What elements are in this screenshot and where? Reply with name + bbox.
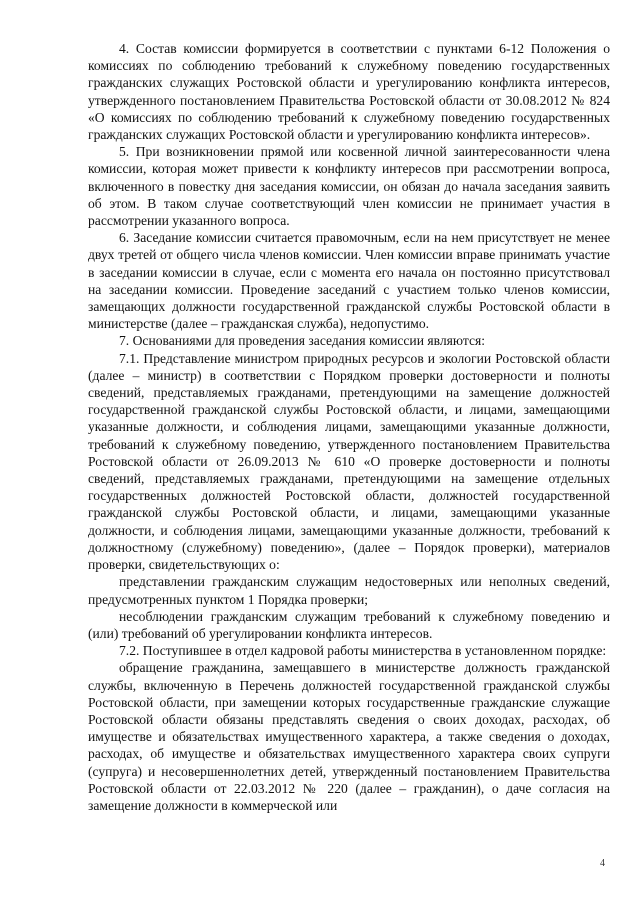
paragraph-7-grounds: 7. Основаниями для проведения заседания комиссии являются: — [119, 333, 486, 349]
paragraph-7-2-received: 7.2. Поступившее в отдел кадровой работы министерства в установленном порядке: — [119, 643, 607, 659]
paragraph-6-quorum: 6. Заседание комиссии считается правомочным, если на нем присутствует не менее двух третей от общего числа членов комиссии. Член комиссии вправе принимать участие в заседании комиссии в случае, если с момента его начала он постоянно присутствовал на заседании комиссии. Проведение заседаний с участием только членов комиссии, замещающих должности государственной гражданской службы Ростовской области в министерстве (далее – гражданская служба), недопустимо. — [88, 230, 610, 332]
page-number: 4 — [600, 858, 605, 869]
paragraph-7-1-item-non-compliance: несоблюдении гражданским служащим требований к служебному поведению и (или) требований об урегулировании конфликта интересов. — [88, 608, 610, 641]
paragraph-4-commission-composition: 4. Состав комиссии формируется в соответствии с пунктами 6-12 Положения о комиссиях по соблюдению требований к служебному поведению государственных гражданских служащих Ростовской области и урегулированию конфликта интересов, утвержденного постановлением Правительства Ростовской области от 30.08.2012 № 824 «О комиссиях по соблюдению требований к служебному поведению государственных гражданских служащих Ростовской области и урегулированию конфликта интересов». — [88, 41, 610, 143]
paragraph-5-personal-interest: 5. При возникновении прямой или косвенной личной заинтересованности члена комиссии, которая может привести к конфликту интересов при рассмотрении вопроса, включенного в повестку дня заседания комиссии, он обязан до начала заседания заявить об этом. В таком случае соответствующий член комиссии не принимает участия в рассмотрении указанного вопроса. — [88, 144, 610, 229]
paragraph-7-1-item-inaccurate-info: представлении гражданским служащим недостоверных или неполных сведений, предусмотренных пунктом 1 Порядка проверки; — [88, 574, 610, 607]
document-body — [88, 40, 610, 814]
paragraph-7-2-citizen-appeal: обращение гражданина, замещавшего в министерстве должность гражданской службы, включенную в Перечень должностей государственной гражданской службы Ростовской области, при замещении которых государственные гражданские служащие Ростовской области обязаны представлять сведения о своих доходах, расходах, об имуществе и обязательствах имущественного характера, а также сведения о доходах, расходах, об имуществе и обязательствах имущественного характера своих супруги (супруга) и несовершеннолетних детей, утвержденный постановлением Правительства Ростовской области от 22.03.2012 № 220 (далее – гражданин), о даче согласия на замещение должности в коммерческой или — [88, 660, 610, 813]
paragraph-7-1-minister-submission: 7.1. Представление министром природных ресурсов и экологии Ростовской области (далее – министр) в соответствии с Порядком проверки достоверности и полноты сведений, представляемых гражданами, претендующими на замещение должностей государственной гражданской службы Ростовской области, и лицами, замещающими указанные должности, и соблюдения лицами, замещающими указанные должности, требований к служебному поведению, утвержденного постановлением Правительства Ростовской области от 26.09.2013 № 610 «О проверке достоверности и полноты сведений, представляемых гражданами, претендующими на замещение отдельных государственных должностей Ростовской области, должностей государственной гражданской службы Ростовской области, и лицами, замещающими указанные должности, и соблюдения лицами, замещающими указанные должности, требований к должностному (служебному) поведению», (далее – Порядок проверки), материалов проверки, свидетельствующих о: — [88, 350, 610, 573]
